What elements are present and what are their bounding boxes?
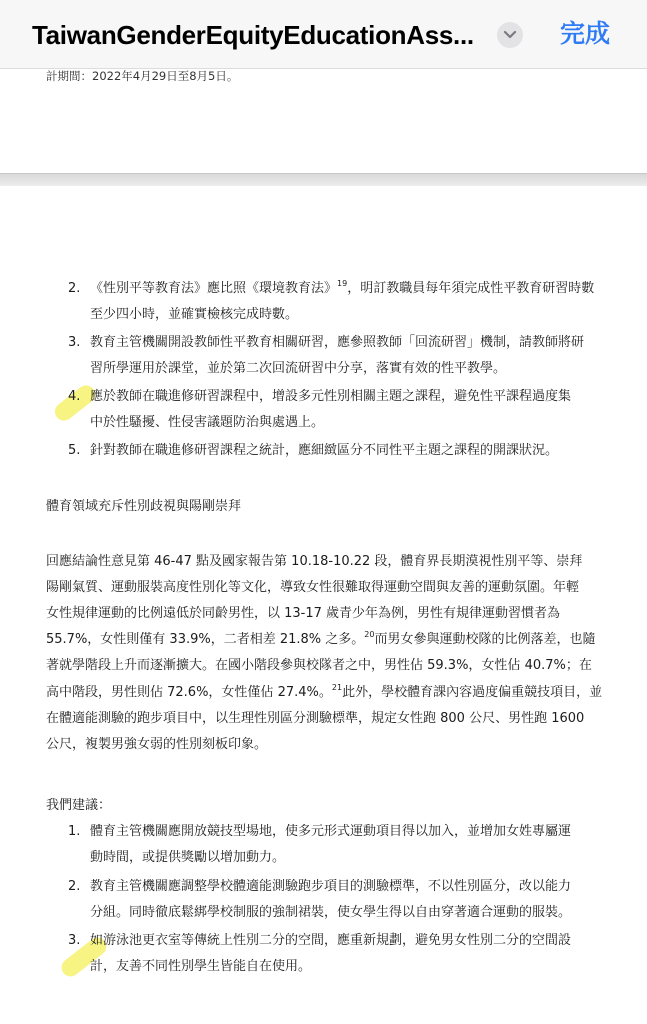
list-item-number: 4. — [68, 389, 81, 404]
document-page-1 — [0, 69, 647, 173]
paragraph-line: 回應結論性意見第 46-47 點及國家報告第 10.18-10.22 段，體育界長期漠視性別平等、崇拜 — [46, 554, 583, 569]
list-item-text: 應於教師在職進修研習課程中，增設多元性別相關主題之課程，避免性平課程過度集 — [90, 389, 572, 404]
title-menu-button[interactable] — [497, 22, 523, 48]
document-title: TaiwanGenderEquityEducationAss... — [32, 20, 474, 50]
section-heading: 體育領域充斥性別歧視與陽剛崇拜 — [46, 499, 242, 514]
list-item-text: 計，友善不同性別學生皆能自在使用。 — [90, 959, 312, 974]
list-item-number: 2. — [68, 879, 81, 894]
list-item-number: 3. — [68, 933, 81, 948]
list-item-text: 體育主管機關應開放競技型場地，使多元形式運動項目得以加入，並增加女姓專屬運 — [90, 824, 572, 839]
list-item-text: 動時間，或提供獎勵以增加動力。 — [90, 850, 286, 865]
list-item-text: 針對教師在職進修研習課程之統計，應細緻區分不同性平主題之課程的開課狀況。 — [90, 443, 559, 458]
list-item-text: 《性別平等教育法》應比照《環境教育法》$^{19}$，明訂教職員每年須完成性平教育研習時數 — [90, 279, 595, 296]
list-item-text: 至少四小時，並確實檢核完成時數。 — [90, 307, 299, 322]
page-separator — [0, 173, 647, 187]
done-button[interactable]: 完成 — [560, 17, 610, 51]
paragraph-line: 高中階段，男性則佔 72.6%，女性僅佔 27.4%。$^{21}$此外，學校體育課內容過度偏重競技項目，並 — [46, 683, 603, 700]
paragraph-line: 著就學階段上升而逐漸擴大。在國小階段參與校隊者之中，男性佔 59.3%，女性佔 40.7%；在 — [46, 658, 592, 673]
list-item-text: 分組。同時徹底鬆綁學校制服的強制裙裝，使女學生得以自由穿著適合運動的服裝。 — [90, 905, 572, 920]
list-item-number: 3. — [68, 335, 81, 350]
list-item-text: 教育主管機關開設教師性平教育相關研習，應參照教師「回流研習」機制，請教師將研 — [90, 335, 585, 350]
list-item-number: 5. — [68, 443, 81, 458]
list-item-text: 如游泳池更衣室等傳統上性別二分的空間，應重新規劃，避免男女性別二分的空間設 — [90, 933, 572, 948]
paragraph-line: 在體適能測驗的跑步項目中，以生理性別區分測驗標準，規定女性跑 800 公尺、男性跑 1600 — [46, 711, 585, 726]
paragraph-line: 55.7%，女性則僅有 33.9%，二者相差 21.8% 之多。$^{20}$而男女參與運動校隊的比例落差，也隨 — [46, 630, 596, 647]
chevron-down-icon — [503, 30, 517, 40]
list-item-text: 中於性騷擾、性侵害議題防治與處遇上。 — [90, 415, 325, 430]
page1-fragment: 計期間：2022年4月29日至8月5日。 — [46, 69, 239, 83]
recommendation-heading: 我們建議： — [46, 798, 112, 813]
list-item-text: 習所學運用於課堂，並於第二次回流研習中分享，落實有效的性平教學。 — [90, 361, 507, 376]
list-item-number: 2. — [68, 281, 81, 296]
paragraph-line: 陽剛氣質、運動服裝高度性別化等文化，導致女性很難取得運動空間與友善的運動氛圍。年輕 — [46, 580, 580, 595]
list-item-text: 教育主管機關應調整學校體適能測驗跑步項目的測驗標準，不以性別區分，改以能力 — [90, 879, 572, 894]
list-item-number: 1. — [68, 824, 81, 839]
paragraph-line: 公尺，複製男強女弱的性別刻板印象。 — [46, 737, 268, 752]
navigation-bar — [0, 0, 647, 69]
document-page-2[interactable] — [0, 186, 647, 1024]
paragraph-line: 女性規律運動的比例遠低於同齡男性，以 13-17 歲青少年為例，男性有規律運動習慣者為 — [46, 606, 561, 621]
